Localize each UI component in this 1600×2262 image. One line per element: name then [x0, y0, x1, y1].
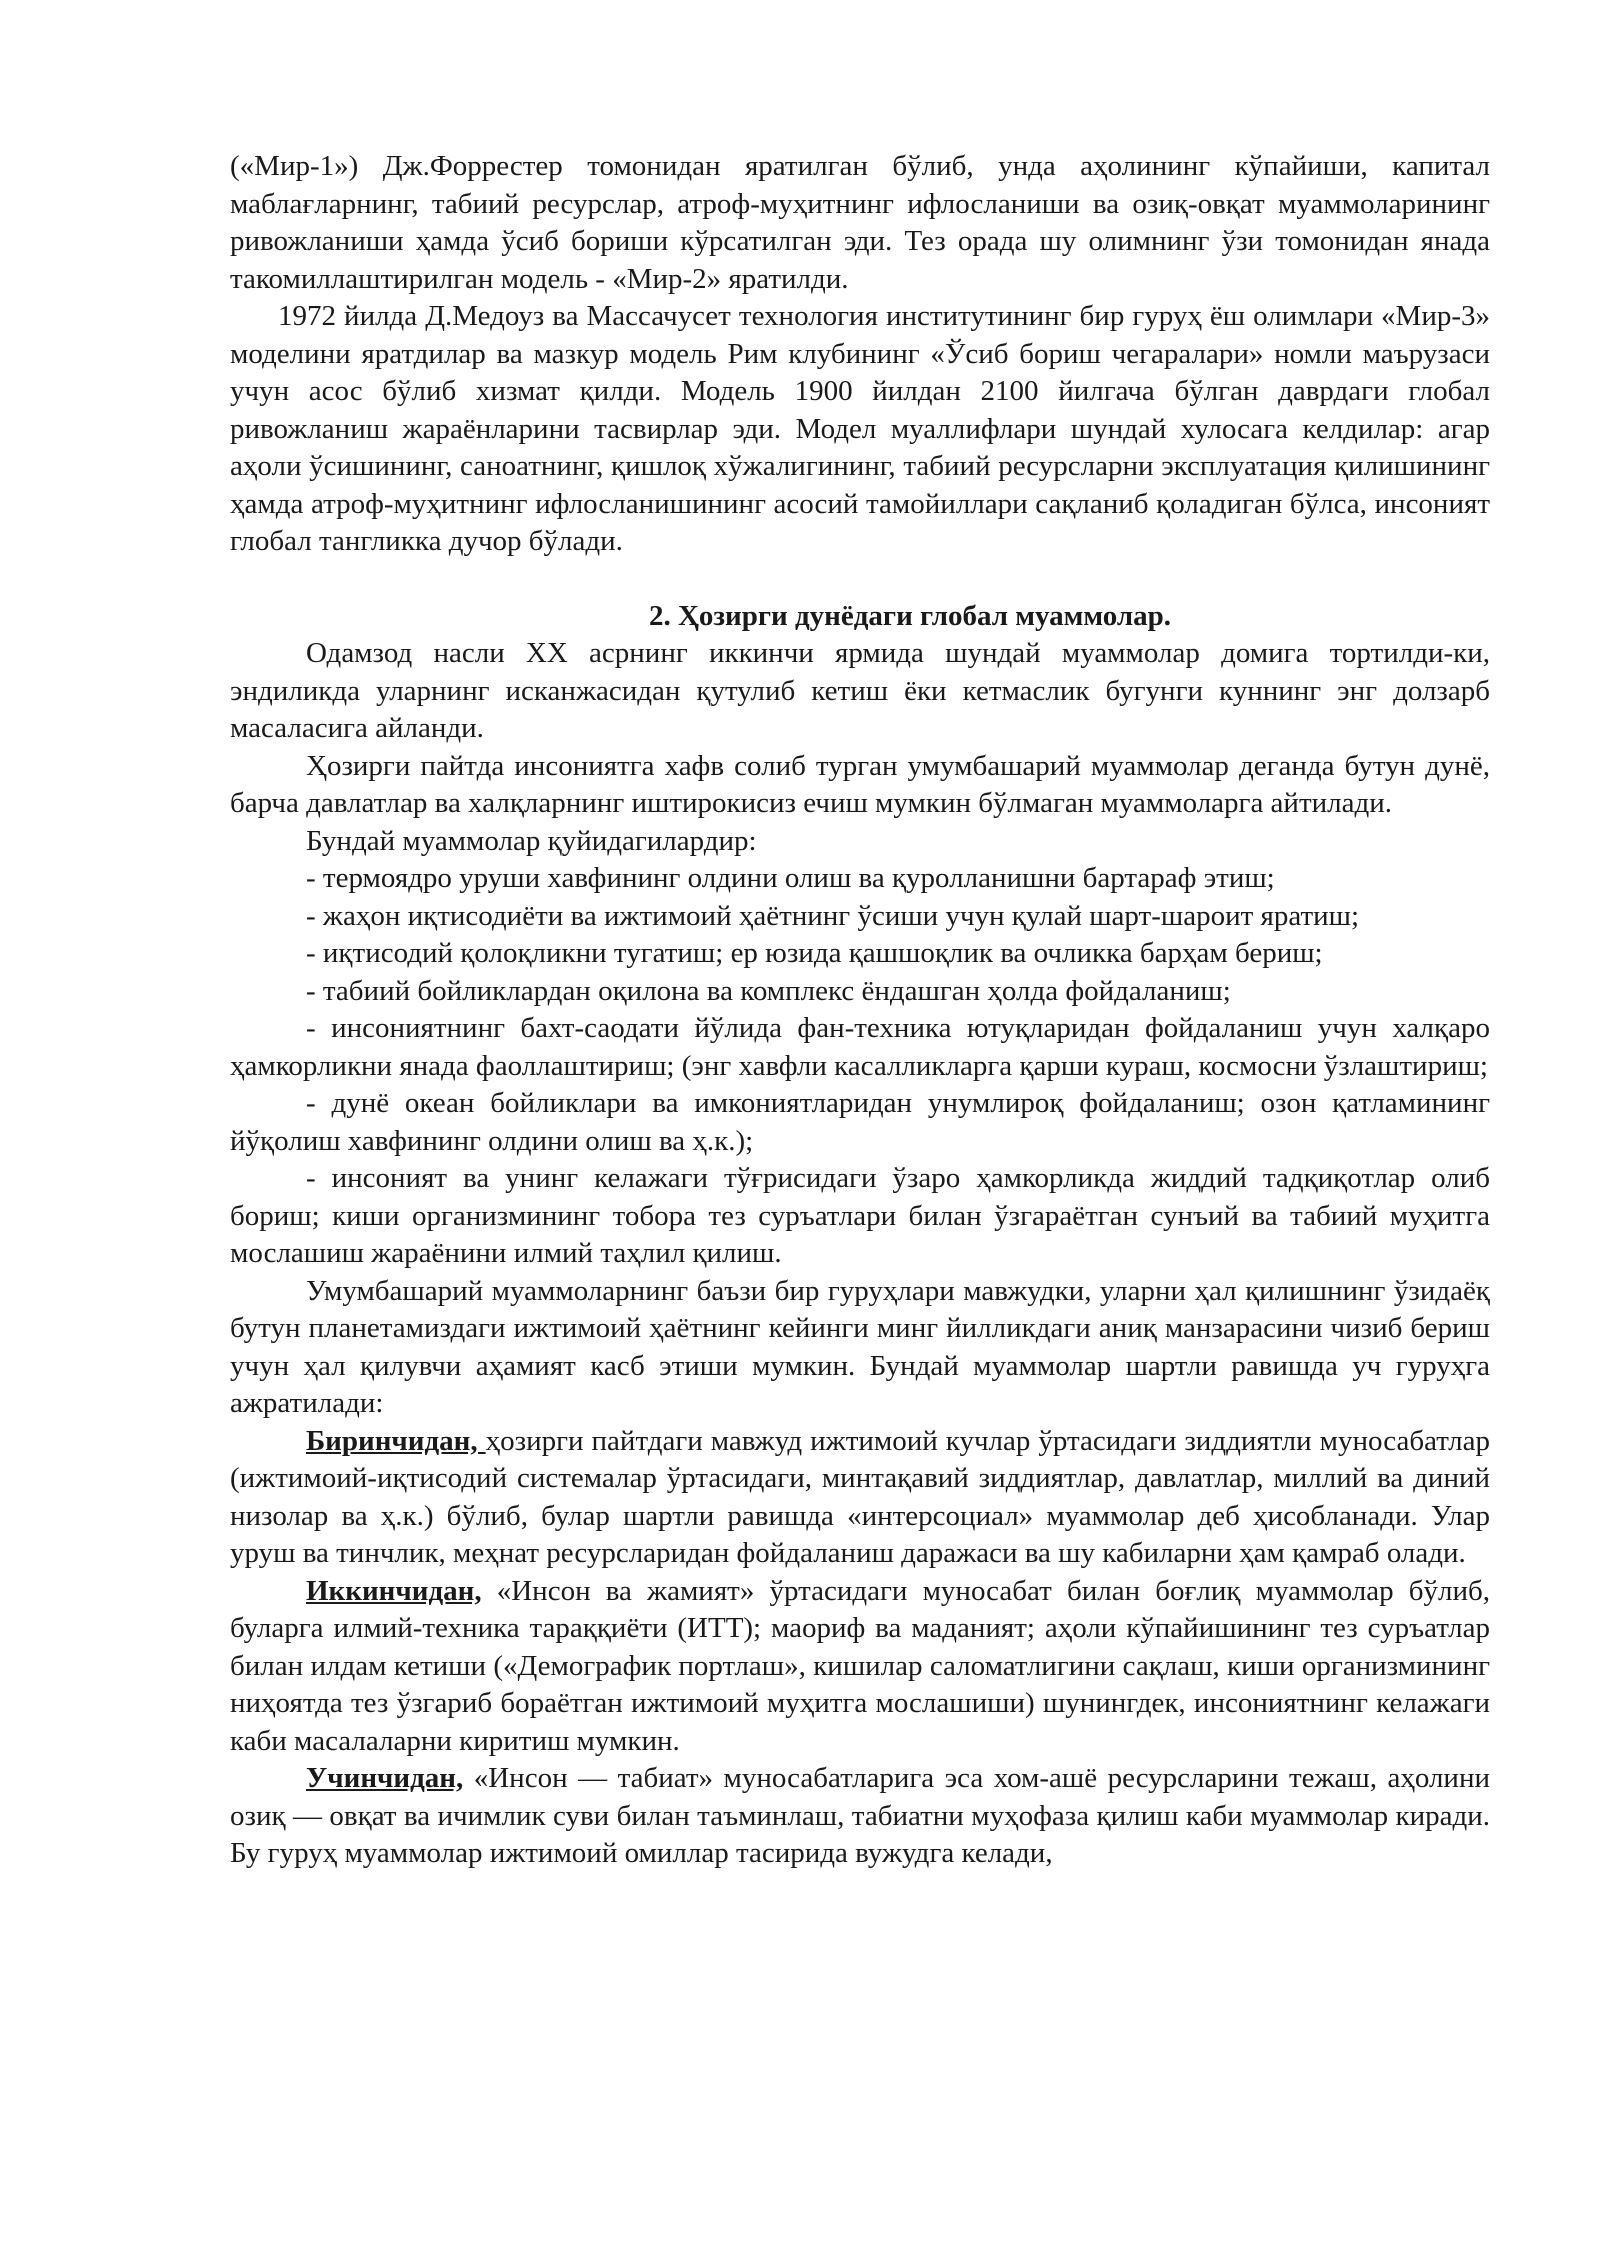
paragraph-groups: Умумбашарий муаммоларнинг баъзи бир гуруҳлари мавжудки, уларни ҳал қилишнинг ўзидаёқ бутун планетамиздаги ижтимоий ҳаётнинг кейинги минг йилликдаги аниқ манзарасини чизиб бериш учун ҳал қилувчи аҳамият касб этиши мумкин. Бундай муаммолар шартли равишда уч гуруҳга ажратилади: — [230, 1274, 1490, 1419]
list-item: - инсоният ва унинг келажаги тўғрисидаги ўзаро ҳамкорликда жиддий тадқиқотлар олиб бориш; киши организмининг тобора тез суръатлари билан ўзгараётган сунъий ва табиий муҳитга мослашиш жараёнини илмий таҳлил қилиш. — [230, 1162, 1490, 1269]
list-item: - жаҳон иқтисодиёти ва ижтимоий ҳаётнинг ўсиши учун қулай шарт-шароит яратиш; — [306, 899, 1360, 932]
paragraph-list-intro: Бундай муаммолар қуйидагилардир: — [306, 824, 757, 857]
third-lead-word: Учинчидан, — [306, 1762, 464, 1794]
list-item: - табиий бойликлардан оқилона ва комплекс ёндашган ҳолда фойдаланиш; — [306, 974, 1231, 1007]
document-page — [230, 148, 1490, 1873]
paragraph-mir1: («Мир-1») Дж.Форрестер томонидан яратилган бўлиб, унда аҳолининг кўпайиши, капитал маблағларнинг, табиий ресурслар, атроф-муҳитнинг ифлосланиши ва озиқ-овқат муаммоларининг ривожланиши ҳамда ўсиб бориши кўрсатилган эди. Тез орада шу олимнинг ўзи томонидан янада такомиллаштирилган модель - «Мир-2» яратилди. — [230, 150, 1490, 295]
paragraph-second — [230, 1573, 1490, 1761]
second-text: «Инсон ва жамият» ўртасидаги муносабат билан боғлиқ муаммолар бўлиб, буларга илмий-техника тараққиёти (ИТТ); маориф ва маданият; аҳоли кўпайишининг тез суръатлар билан илдам кетиши («Демографик портлаш», кишилар саломатлигини сақлаш, киши организмининг ниҳоятда тез ўзгариб бораётган ижтимоий муҳитга мослашиши) шунингдек, инсониятнинг келажаги каби масалаларни киритиш мумкин. — [230, 1574, 1490, 1757]
first-text: ҳозирги пайтдаги мавжуд ижтимоий кучлар ўртасидаги зиддиятли муносабатлар (ижтимоий-иқтисодий системалар ўртасидаги, минтақавий зиддиятлар, давлатлар, миллий ва диний низолар ва ҳ.к.) бўлиб, булар шартли равишда «интерсоциал» муаммолар деб ҳисобланади. Улар уруш ва тинчлик, меҳнат ресурсларидан фойдаланиш даражаси ва шу кабиларни ҳам қамраб олади. — [230, 1424, 1491, 1569]
list-item: - термоядро уруши хавфининг олдини олиш ва қуролланишни бартараф этиш; — [306, 862, 1275, 894]
paragraph-meadows: 1972 йилда Д.Медоуз ва Массачусет технология институтининг бир гуруҳ ёш олимлари «Мир-3» моделини яратдилар ва мазкур модель Рим клубининг «Ўсиб бориш чегаралари» номли маърузаси учун асос бўлиб хизмат қилди. Модель 1900 йилдан 2100 йилгача бўлган даврдаги глобал ривожланиш жараёнларини тасвирлар эди. Модел муаллифлари шундай хулосага келдилар: агар аҳоли ўсишининг, саноатнинг, қишлоқ хўжалигининг, табиий ресурсларни эксплуатация қилишининг ҳамда атроф-муҳитнинг ифлосланишининг асосий тамойиллари сақланиб қоладиган бўлса, инсоният глобал тангликка дучор бўлади. — [230, 300, 1490, 557]
list-item: - иқтисодий қолоқликни тугатиш; ер юзида қашшоқлик ва очликка барҳам бериш; — [306, 937, 1323, 969]
paragraph-definition: Ҳозирги пайтда инсониятга хафв солиб турган умумбашарий муаммолар деганда бутун дунё, барча давлатлар ва халқларнинг иштирокисиз ечиш мумкин бўлмаган муаммоларга айтилади. — [230, 749, 1490, 819]
paragraph-first — [230, 1423, 1490, 1573]
paragraph-intro: Одамзод насли XX асрнинг иккинчи ярмида шундай муаммолар домига тортилди-ки, эндиликда уларнинг исканжасидан қутулиб кетиш ёки кетмаслик бугунги куннинг энг долзарб масаласига айланди. — [230, 637, 1490, 744]
list-item: - инсониятнинг бахт-саодати йўлида фан-техника ютуқларидан фойдаланиш учун халқаро ҳамкорликни янада фаоллаштириш; (энг хавфли касалликларга қарши кураш, космосни ўзлаштириш; — [230, 1012, 1490, 1082]
paragraph-third — [230, 1760, 1490, 1873]
third-text: «Инсон — табиат» муносабатларига эса хом-ашё ресурсларини тежаш, аҳолини озиқ — овқат ва ичимлик суви билан таъминлаш, табиатни муҳофаза қилиш каби муаммолар киради. Бу гуруҳ муаммолар ижтимоий омиллар тасирида вужудга келади, — [230, 1762, 1490, 1869]
second-lead-word: Иккинчидан, — [306, 1574, 482, 1607]
list-item: - дунё океан бойликлари ва имкониятларидан унумлироқ фойдаланиш; озон қатламининг йўқолиш хавфининг олдини олиш ва ҳ.к.); — [230, 1087, 1490, 1157]
first-lead-word: Биринчидан, — [306, 1424, 486, 1457]
section-heading: 2. Ҳозирги дунёдаги глобал муаммолар. — [648, 599, 1172, 632]
